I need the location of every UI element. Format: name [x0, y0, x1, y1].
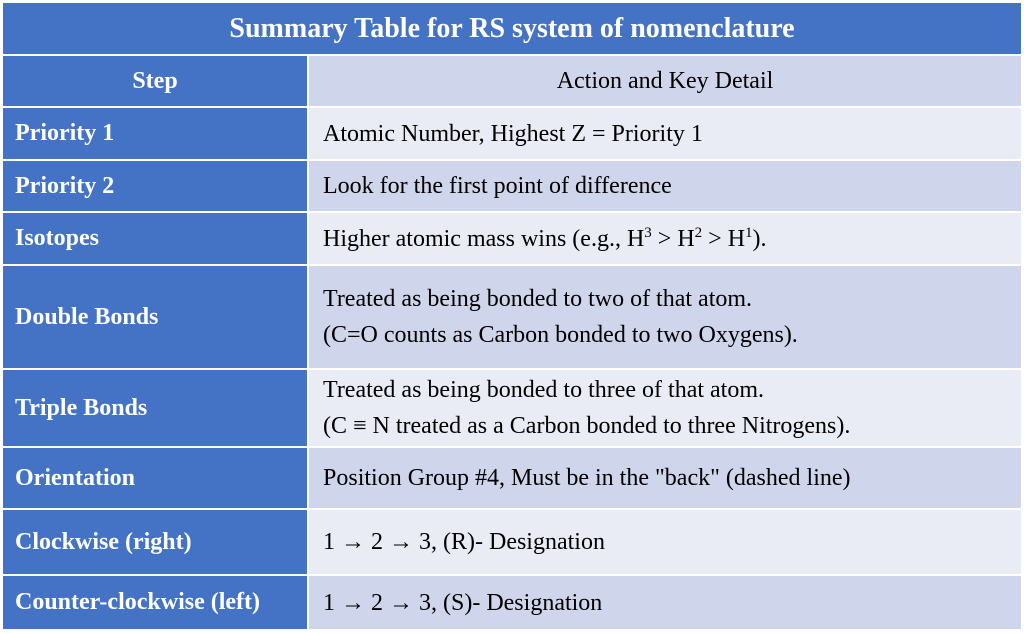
- row-action-triple-bonds: [308, 369, 1022, 447]
- row-step-counter-clockwise: Counter-clockwise (left): [2, 575, 308, 630]
- table-title: Summary Table for RS system of nomenclature: [2, 2, 1022, 55]
- column-header-step: Step: [2, 55, 308, 107]
- row-action-priority-1: Atomic Number, Highest Z = Priority 1: [308, 107, 1022, 160]
- double-bonds-line-1: Treated as being bonded to two of that atom.: [323, 286, 753, 312]
- row-action-orientation: Position Group #4, Must be in the "back" (dashed line): [308, 447, 1022, 509]
- row-step-orientation: Orientation: [2, 447, 308, 509]
- double-bonds-line-2: (C=O counts as Carbon bonded to two Oxygens).: [323, 322, 798, 348]
- row-step-isotopes: Isotopes: [2, 212, 308, 265]
- row-action-isotopes: [308, 212, 1022, 265]
- row-action-clockwise: 1 → 2 → 3, (R)- Designation: [308, 509, 1022, 575]
- rs-summary-table: [2, 2, 1022, 632]
- triple-bonds-line-2: (C ≡ N treated as a Carbon bonded to three Nitrogens).: [323, 413, 851, 439]
- row-step-priority-1: Priority 1: [2, 107, 308, 160]
- row-step-priority-2: Priority 2: [2, 160, 308, 212]
- row-action-priority-2: Look for the first point of difference: [308, 160, 1022, 212]
- row-step-clockwise: Clockwise (right): [2, 509, 308, 575]
- row-action-counter-clockwise: 1 → 2 → 3, (S)- Designation: [308, 575, 1022, 630]
- row-action-double-bonds: [308, 265, 1022, 369]
- triple-bonds-line-1: Treated as being bonded to three of that atom.: [323, 377, 764, 403]
- isotopes-text: Higher atomic mass wins (e.g., $H^3 > H^2 > H^1$).: [323, 224, 767, 252]
- row-step-double-bonds: Double Bonds: [2, 265, 308, 369]
- row-step-triple-bonds: Triple Bonds: [2, 369, 308, 447]
- column-header-action: Action and Key Detail: [308, 55, 1022, 107]
